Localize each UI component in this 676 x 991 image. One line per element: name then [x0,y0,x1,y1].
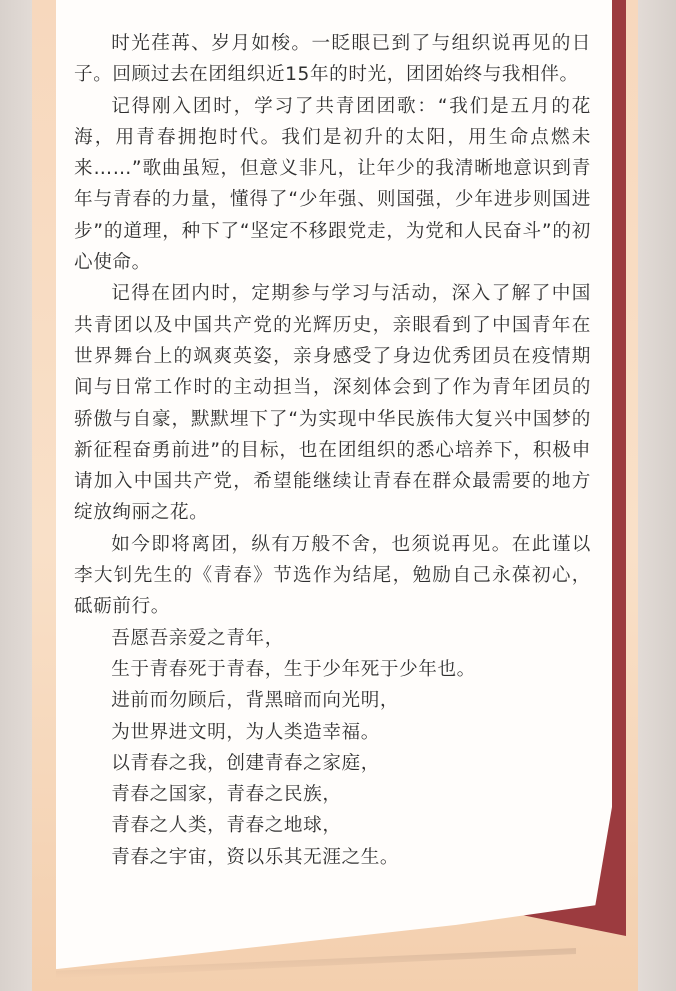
poem-line: 青春之人类，青春之地球， [111,815,342,837]
poem-excerpt [74,623,591,873]
poem-line: 进前而勿顾后，背黑暗而向光明， [111,690,400,712]
poem-line: 为世界进文明，为人类造幸福。 [111,721,380,743]
article-paragraph: 时光荏苒、岁月如梭。一眨眼已到了与组织说再见的日子。回顾过去在团组织近15年的时光，团团始终与我相伴。 [74,33,591,86]
poem-line: 以青春之我，创建青春之家庭， [111,752,380,774]
poem-line: 青春之国家，青春之民族， [111,784,342,806]
article-paragraph: 如今即将离团，纵有万般不舍，也须说再见。在此谨以李大钊先生的《青春》节选作为结尾，勉励自己永葆初心，砥砺前行。 [74,533,591,618]
left-background-strip [0,0,32,991]
article-body [74,28,591,873]
right-background-strip [638,0,676,991]
article-paragraph: 记得刚入团时，学习了共青团团歌：“我们是五月的花海，用青春拥抱时代。我们是初升的太阳，用生命点燃未来……”歌曲虽短，但意义非凡，让年少的我清晰地意识到青年与青春的力量，懂得了“少年强、则国强，少年进步则国进步”的道理，种下了“坚定不移跟党走，为党和人民奋斗”的初心使命。 [74,95,591,274]
poem-line: 生于青春死于青春，生于少年死于少年也。 [111,658,476,680]
poem-line: 吾愿吾亲爱之青年， [111,627,284,649]
poem-line: 青春之宇宙，资以乐其无涯之生。 [111,846,400,868]
article-paragraph: 记得在团内时，定期参与学习与活动，深入了解了中国共青团以及中国共产党的光辉历史，亲眼看到了中国青年在世界舞台上的飒爽英姿，亲身感受了身边优秀团员在疫情期间与日常工作时的主动担当，深刻体会到了作为青年团员的骄傲与自豪，默默埋下了“为实现中华民族伟大复兴中国梦的新征程奋勇前进”的目标，也在团组织的悉心培养下，积极申请加入中国共产党，希望能继续让青春在群众最需要的地方绽放绚丽之花。 [74,283,591,524]
